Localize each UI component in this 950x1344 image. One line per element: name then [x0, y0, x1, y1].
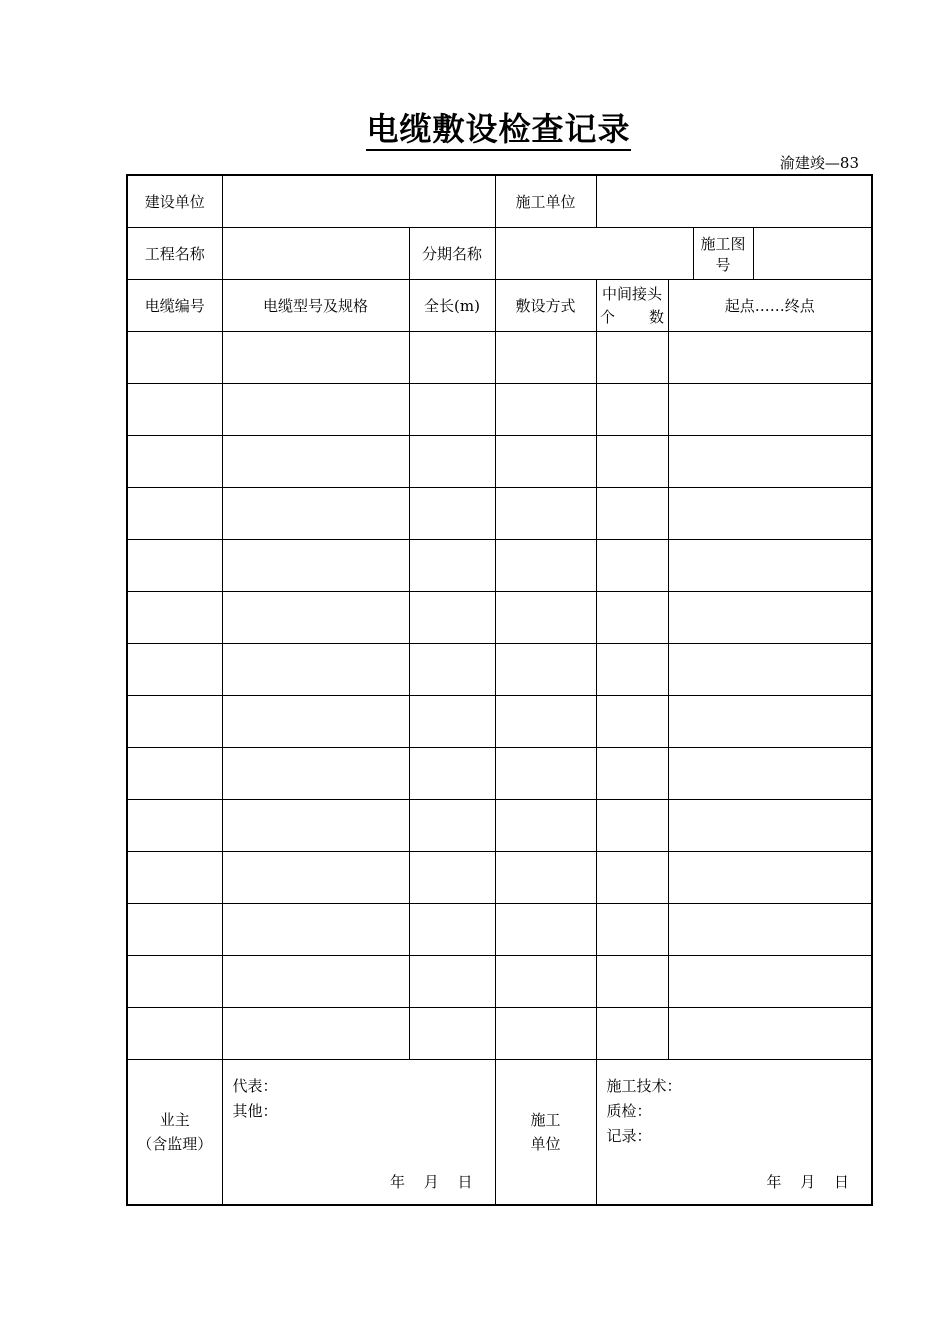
cell-laying[interactable] — [495, 592, 596, 644]
cell-length[interactable] — [409, 384, 495, 436]
cell-start-end[interactable] — [668, 540, 872, 592]
cell-start-end[interactable] — [668, 748, 872, 800]
cell-start-end[interactable] — [668, 1008, 872, 1060]
table-row — [127, 488, 872, 540]
col-laying: 敷设方式 — [495, 280, 596, 332]
cell-length[interactable] — [409, 852, 495, 904]
cell-cable-no[interactable] — [127, 696, 222, 748]
table-row — [127, 644, 872, 696]
cell-length[interactable] — [409, 488, 495, 540]
cell-laying[interactable] — [495, 904, 596, 956]
table-row — [127, 1008, 872, 1060]
owner-signature-lines — [233, 1074, 278, 1124]
builder-tech: 施工技术： — [606, 1077, 682, 1095]
cell-length[interactable] — [409, 800, 495, 852]
builder-label-line1: 施工 — [530, 1111, 561, 1129]
cell-model-spec[interactable] — [222, 592, 409, 644]
cell-length[interactable] — [409, 436, 495, 488]
cell-laying[interactable] — [495, 1008, 596, 1060]
cell-start-end[interactable] — [668, 488, 872, 540]
table-row — [127, 904, 872, 956]
cell-laying[interactable] — [495, 540, 596, 592]
cell-joints[interactable] — [596, 488, 668, 540]
cell-start-end[interactable] — [668, 904, 872, 956]
owner-label-line2: （含监理） — [137, 1135, 213, 1153]
data-rows — [127, 332, 872, 1060]
cell-cable-no[interactable] — [127, 540, 222, 592]
builder-unit-label: 施工单位 — [495, 175, 596, 228]
table-row — [127, 696, 872, 748]
builder-qc: 质检： — [606, 1102, 652, 1120]
cell-model-spec[interactable] — [222, 332, 409, 384]
owner-rep: 代表： — [232, 1077, 278, 1095]
cell-laying[interactable] — [495, 436, 596, 488]
cell-joints[interactable] — [596, 904, 668, 956]
owner-other: 其他： — [232, 1102, 278, 1120]
cell-model-spec[interactable] — [222, 696, 409, 748]
cell-cable-no[interactable] — [127, 488, 222, 540]
table-row — [127, 384, 872, 436]
table-row — [127, 800, 872, 852]
table-row — [127, 540, 872, 592]
cell-laying[interactable] — [495, 644, 596, 696]
cell-start-end[interactable] — [668, 384, 872, 436]
cell-cable-no[interactable] — [127, 956, 222, 1008]
owner-signature-cell[interactable] — [222, 1060, 495, 1206]
cell-length[interactable] — [409, 592, 495, 644]
cell-model-spec[interactable] — [222, 384, 409, 436]
project-name-label: 工程名称 — [127, 228, 222, 280]
signature-row — [127, 1060, 872, 1206]
cell-model-spec[interactable] — [222, 1008, 409, 1060]
owner-label — [127, 1060, 222, 1206]
cell-length[interactable] — [409, 1008, 495, 1060]
cell-laying[interactable] — [495, 800, 596, 852]
cell-start-end[interactable] — [668, 956, 872, 1008]
table-row — [127, 332, 872, 384]
cell-start-end[interactable] — [668, 592, 872, 644]
cell-joints[interactable] — [596, 748, 668, 800]
table-row — [127, 748, 872, 800]
sub-project-label: 分期名称 — [409, 228, 495, 280]
cell-joints[interactable] — [596, 540, 668, 592]
cell-start-end[interactable] — [668, 644, 872, 696]
cell-joints[interactable] — [596, 956, 668, 1008]
cell-start-end[interactable] — [668, 332, 872, 384]
col-joints-line1: 中间接头 — [602, 284, 663, 303]
cell-laying[interactable] — [495, 852, 596, 904]
cell-cable-no[interactable] — [127, 748, 222, 800]
owner-date: 年 月 日 — [389, 1173, 473, 1191]
cell-length[interactable] — [409, 904, 495, 956]
cell-start-end[interactable] — [668, 852, 872, 904]
cell-cable-no[interactable] — [127, 644, 222, 696]
col-joints — [596, 280, 668, 332]
cell-length[interactable] — [409, 956, 495, 1008]
cell-model-spec[interactable] — [222, 748, 409, 800]
cell-cable-no[interactable] — [127, 436, 222, 488]
cell-start-end[interactable] — [668, 436, 872, 488]
header-row-2 — [127, 228, 872, 280]
cell-joints[interactable] — [596, 384, 668, 436]
cell-cable-no[interactable] — [127, 384, 222, 436]
table-row — [127, 436, 872, 488]
column-header-row — [127, 280, 872, 332]
cell-laying[interactable] — [495, 748, 596, 800]
table-row — [127, 592, 872, 644]
cell-start-end[interactable] — [668, 800, 872, 852]
cell-cable-no[interactable] — [127, 1008, 222, 1060]
cell-model-spec[interactable] — [222, 436, 409, 488]
cell-length[interactable] — [409, 332, 495, 384]
drawing-no-field[interactable] — [753, 228, 872, 280]
cell-model-spec[interactable] — [222, 956, 409, 1008]
construction-unit-label: 建设单位 — [127, 175, 222, 228]
cell-cable-no[interactable] — [127, 904, 222, 956]
cell-cable-no[interactable] — [127, 800, 222, 852]
cell-model-spec[interactable] — [222, 852, 409, 904]
cable-laying-table — [126, 174, 873, 1206]
builder-label-line2: 单位 — [530, 1135, 561, 1153]
cell-length[interactable] — [409, 644, 495, 696]
cell-model-spec[interactable] — [222, 488, 409, 540]
builder-signature-cell[interactable] — [596, 1060, 872, 1206]
cell-cable-no[interactable] — [127, 852, 222, 904]
cell-cable-no[interactable] — [127, 332, 222, 384]
cell-joints[interactable] — [596, 800, 668, 852]
cell-joints[interactable] — [596, 1008, 668, 1060]
builder-label — [495, 1060, 596, 1206]
cell-laying[interactable] — [495, 332, 596, 384]
page-title — [0, 104, 950, 150]
cell-model-spec[interactable] — [222, 644, 409, 696]
owner-label-line1: 业主 — [159, 1111, 190, 1129]
col-cable-no: 电缆编号 — [127, 280, 222, 332]
cell-joints[interactable] — [596, 436, 668, 488]
cell-model-spec[interactable] — [222, 800, 409, 852]
title-text: 电缆敷设检查记录 — [366, 110, 630, 151]
builder-date: 年 月 日 — [766, 1173, 850, 1191]
cell-length[interactable] — [409, 540, 495, 592]
builder-signature-lines — [607, 1074, 682, 1149]
cell-model-spec[interactable] — [222, 540, 409, 592]
project-name-field[interactable] — [222, 228, 409, 280]
table-row — [127, 956, 872, 1008]
cell-joints[interactable] — [596, 696, 668, 748]
construction-unit-field[interactable] — [222, 175, 495, 228]
drawing-no-label: 施工图号 — [693, 228, 753, 280]
col-joints-ge: 个 — [600, 307, 616, 326]
cell-laying[interactable] — [495, 696, 596, 748]
cell-laying[interactable] — [495, 384, 596, 436]
cell-cable-no[interactable] — [127, 592, 222, 644]
cell-model-spec[interactable] — [222, 904, 409, 956]
cell-length[interactable] — [409, 748, 495, 800]
col-joints-shu: 数 — [649, 307, 665, 326]
table-row — [127, 852, 872, 904]
sub-project-field[interactable] — [495, 228, 693, 280]
cell-start-end[interactable] — [668, 696, 872, 748]
cell-joints[interactable] — [596, 644, 668, 696]
builder-record: 记录： — [606, 1127, 652, 1145]
builder-unit-field[interactable] — [596, 175, 872, 228]
header-row-1 — [127, 175, 872, 228]
col-model-spec: 电缆型号及规格 — [222, 280, 409, 332]
col-length: 全长(m) — [409, 280, 495, 332]
cell-laying[interactable] — [495, 956, 596, 1008]
cell-joints[interactable] — [596, 852, 668, 904]
col-joints-line2 — [600, 306, 664, 329]
cell-laying[interactable] — [495, 488, 596, 540]
form-number: 渝建竣—83 — [779, 154, 859, 172]
cell-joints[interactable] — [596, 332, 668, 384]
cell-length[interactable] — [409, 696, 495, 748]
col-start-end: 起点……终点 — [668, 280, 872, 332]
cell-joints[interactable] — [596, 592, 668, 644]
